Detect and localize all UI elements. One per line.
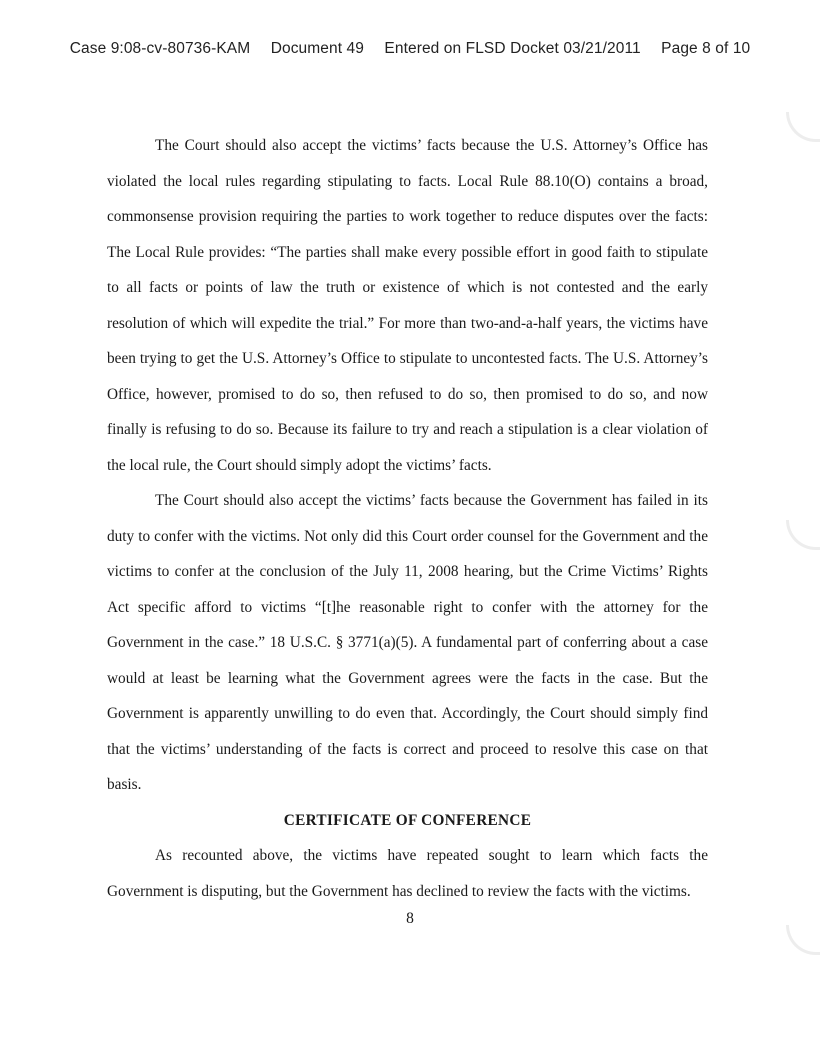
certificate-heading: CERTIFICATE OF CONFERENCE xyxy=(283,811,532,829)
binder-hole-mark xyxy=(786,925,820,955)
certificate-text: As recounted above, the victims have repeated sought to learn which facts the Government is disputing, but the Government has declined to review the facts with the victims. xyxy=(107,847,708,900)
page-number: 8 xyxy=(406,910,414,927)
docket-header xyxy=(0,40,820,58)
entered-docket: Entered on FLSD Docket 03/21/2011 xyxy=(384,40,641,57)
page-of: Page 8 of 10 xyxy=(661,40,751,57)
case-number: Case 9:08-cv-80736-KAM xyxy=(69,40,251,57)
document-body xyxy=(107,128,708,909)
paragraph-local-rule: The Court should also accept the victims’ facts because the U.S. Attorney’s Office has violated the local rules regarding stipulating to facts. Local Rule 88.10(O) contains a broad, commonsense provision requiring the parties to work together to reduce disputes over the facts: The Local Rule provides: “The parties shall make every possible effort in good faith to stipulate to all facts or points of law the truth or existence of which is not contested and the early resolution of which will expedite the trial.” For more than two-and-a-half years, the victims have been trying to get the U.S. Attorney’s Office to stipulate to uncontested facts. The U.S. Attorney’s Office, however, promised to do so, then refused to do so, then promised to do so, and now finally is refusing to do so. Because its failure to try and reach a stipulation is a clear violation of the local rule, the Court should simply adopt the victims’ facts. xyxy=(107,137,708,474)
binder-hole-mark xyxy=(786,112,820,142)
document-number: Document 49 xyxy=(270,40,364,57)
paragraph-duty-to-confer: The Court should also accept the victims’ facts because the Government has failed in its duty to confer with the victims. Not only did this Court order counsel for the Government and the victims to confer at the conclusion of the July 11, 2008 hearing, but the Crime Victims’ Rights Act specific afford to victims “[t]he reasonable right to confer with the attorney for the Government in the case.” 18 U.S.C. § 3771(a)(5). A fundamental part of conferring about a case would at least be learning what the Government agrees were the facts in the case. But the Government is apparently unwilling to do even that. Accordingly, the Court should simply find that the victims’ understanding of the facts is correct and proceed to resolve this case on that basis. xyxy=(107,492,708,793)
binder-hole-mark xyxy=(786,520,820,550)
